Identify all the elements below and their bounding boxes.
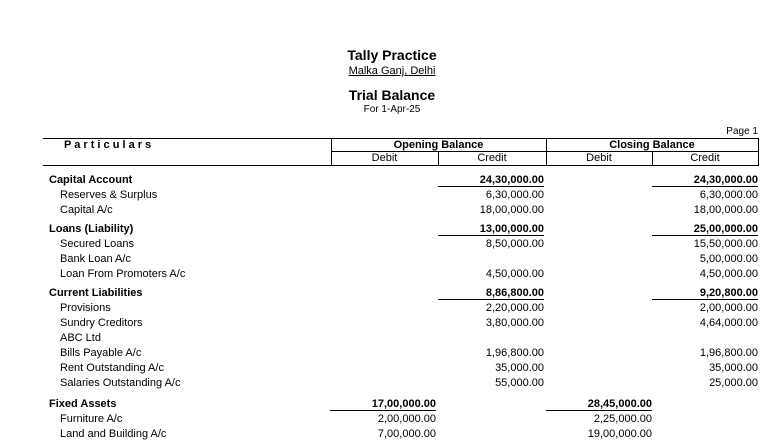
cell-closing-credit: 35,000.00 (709, 362, 758, 374)
row-label: Bank Loan A/c (60, 253, 131, 265)
report-period: For 1-Apr-25 (363, 104, 421, 115)
row-label: Land and Building A/c (60, 428, 167, 440)
cell-opening-credit: 8,50,000.00 (485, 238, 544, 250)
column-header-closing-credit: Credit (690, 152, 720, 164)
header-divider-right (758, 138, 759, 166)
ledger-row (0, 302, 784, 317)
cell-closing-debit: 2,25,000.00 (593, 413, 652, 425)
row-label: Salaries Outstanding A/c (60, 377, 181, 389)
cell-closing-debit: 19,00,000.00 (587, 428, 652, 440)
cell-opening-debit: 17,00,000.00 (330, 398, 436, 411)
group-row (0, 223, 784, 238)
cell-closing-credit: 2,00,000.00 (699, 302, 758, 314)
ledger-row (0, 317, 784, 332)
row-label: Secured Loans (60, 238, 134, 250)
ledger-row (0, 238, 784, 253)
ledger-row (0, 189, 784, 204)
row-label: Loans (Liability) (49, 223, 134, 235)
row-label: Furniture A/c (60, 413, 123, 425)
page-number: Page 1 (726, 126, 758, 137)
cell-closing-debit: 28,45,000.00 (546, 398, 652, 411)
row-label: Current Liabilities (49, 287, 143, 299)
column-header-opening-credit: Credit (477, 152, 507, 164)
row-label: Fixed Assets (49, 398, 117, 410)
ledger-row (0, 332, 784, 347)
cell-opening-credit: 18,00,000.00 (479, 204, 544, 216)
group-row (0, 398, 784, 413)
ledger-row (0, 268, 784, 283)
cell-closing-credit: 5,00,000.00 (699, 253, 758, 265)
cell-opening-credit: 35,000.00 (495, 362, 544, 374)
group-row (0, 287, 784, 302)
row-label: Sundry Creditors (60, 317, 143, 329)
cell-closing-credit: 18,00,000.00 (693, 204, 758, 216)
cell-opening-credit: 3,80,000.00 (485, 317, 544, 329)
column-header-opening-debit: Debit (371, 152, 398, 164)
column-header-closing-balance: Closing Balance (609, 139, 695, 151)
cell-opening-debit: 7,00,000.00 (377, 428, 436, 440)
cell-closing-credit: 15,50,000.00 (693, 238, 758, 250)
row-label: Loan From Promoters A/c (60, 268, 186, 280)
row-label: Capital A/c (60, 204, 113, 216)
row-label: Bills Payable A/c (60, 347, 142, 359)
cell-opening-credit: 55,000.00 (495, 377, 544, 389)
cell-opening-credit: 2,20,000.00 (485, 302, 544, 314)
row-label: Rent Outstanding A/c (60, 362, 164, 374)
company-address (0, 65, 784, 77)
cell-opening-credit: 13,00,000.00 (438, 223, 544, 236)
row-label: Provisions (60, 302, 111, 314)
report-title: Trial Balance (348, 87, 436, 103)
ledger-row (0, 362, 784, 377)
row-label: Capital Account (49, 174, 133, 186)
company-address-text: Malka Ganj, Delhi (348, 65, 436, 77)
cell-closing-credit: 25,000.00 (709, 377, 758, 389)
row-label: ABC Ltd (60, 332, 101, 344)
cell-opening-credit: 24,30,000.00 (438, 174, 544, 187)
cell-closing-credit: 25,00,000.00 (652, 223, 758, 236)
ledger-row (0, 347, 784, 362)
ledger-row (0, 253, 784, 268)
cell-opening-credit: 8,86,800.00 (438, 287, 544, 300)
ledger-row (0, 413, 784, 428)
column-header-particulars: P a r t i c u l a r s (64, 139, 152, 151)
ledger-row (0, 204, 784, 219)
cell-closing-credit: 1,96,800.00 (699, 347, 758, 359)
cell-opening-credit: 4,50,000.00 (485, 268, 544, 280)
cell-closing-credit: 6,30,000.00 (699, 189, 758, 201)
row-label: Reserves & Surplus (60, 189, 158, 201)
cell-opening-credit: 1,96,800.00 (485, 347, 544, 359)
cell-closing-credit: 9,20,800.00 (652, 287, 758, 300)
cell-closing-credit: 4,50,000.00 (699, 268, 758, 280)
cell-closing-credit: 24,30,000.00 (652, 174, 758, 187)
cell-closing-credit: 4,64,000.00 (699, 317, 758, 329)
column-header-opening-balance: Opening Balance (393, 139, 484, 151)
group-row (0, 174, 784, 189)
company-name: Tally Practice (347, 47, 437, 63)
cell-opening-debit: 2,00,000.00 (377, 413, 436, 425)
cell-opening-credit: 6,30,000.00 (485, 189, 544, 201)
ledger-row (0, 377, 784, 392)
column-header-closing-debit: Debit (586, 152, 612, 164)
